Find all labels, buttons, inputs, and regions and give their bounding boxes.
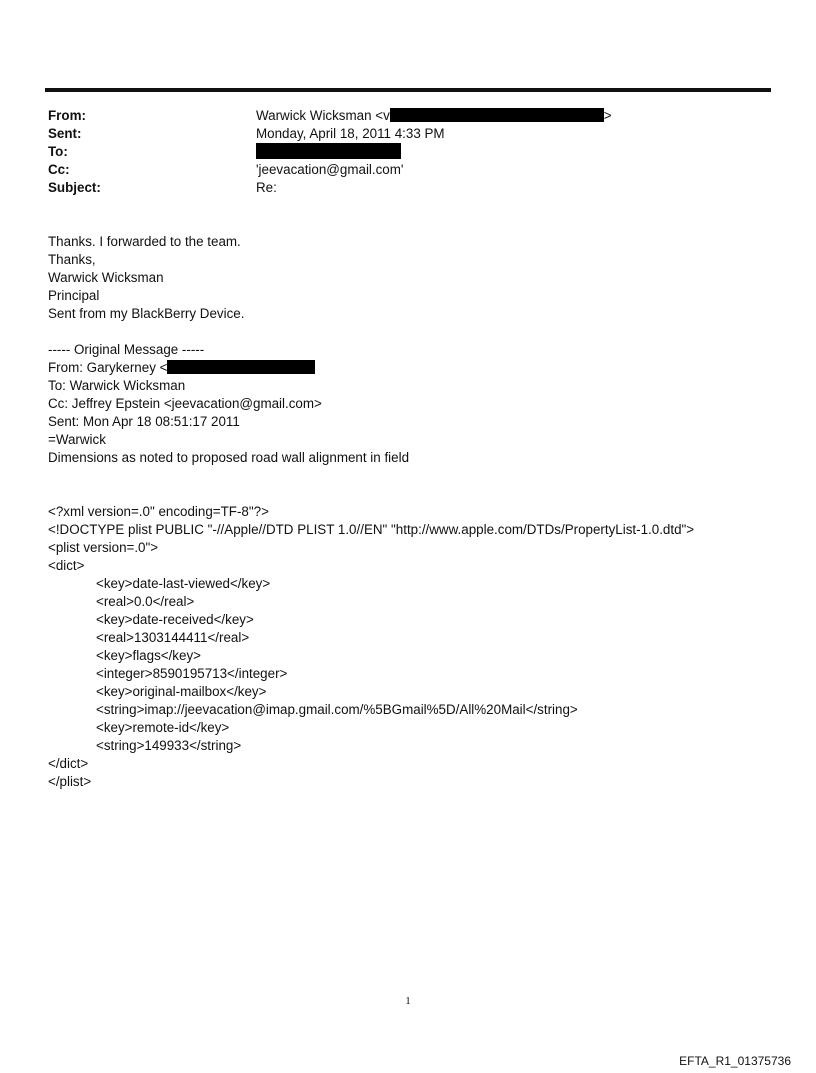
from-name: Warwick Wicksman < [256,108,384,123]
cc-value: 'jeevacation@gmail.com' [256,162,404,177]
subject-label: Subject: [48,180,101,195]
from-label: From: [48,108,86,123]
sent-value: Monday, April 18, 2011 4:33 PM [256,126,445,141]
reply-line: Principal [48,288,100,303]
plist-entry: <key>remote-id</key> [96,720,230,735]
sent-row [48,125,768,143]
cc-label: Cc: [48,162,70,177]
plist-entry: <string>149933</string> [96,738,242,753]
original-message: Dimensions as noted to proposed road wall alignment in field [48,450,410,465]
redaction-box [256,143,401,159]
original-separator: ----- Original Message ----- [48,342,205,357]
plist-entry: <string>imap://jeevacation@imap.gmail.com/%5BGmail%5D/All%20Mail</string> [96,702,578,717]
original-from-text: From: Garykerney < [48,360,168,375]
plist-entry: <real>1303144411</real> [96,630,250,645]
plist-dict-close: </dict> [48,756,89,771]
page-number: 1 [405,995,411,1007]
plist-entry: <key>flags</key> [96,648,201,663]
to-label: To: [48,144,68,159]
reply-line: Warwick Wicksman [48,270,164,285]
spacer [48,323,768,341]
sent-label: Sent: [48,126,82,141]
plist-entry: <integer>8590195713</integer> [96,666,288,681]
original-cc: Cc: Jeffrey Epstein <jeevacation@gmail.com> [48,396,322,411]
from-initial: v [383,108,390,123]
spacer [48,467,768,503]
subject-row [48,179,768,197]
plist-entry: <real>0.0</real> [96,594,195,609]
reply-line: Sent from my BlackBerry Device. [48,306,245,321]
plist-close-tag: </plist> [48,774,92,789]
from-value [256,107,612,125]
plist-entry: <key>date-last-viewed</key> [96,576,271,591]
original-greeting: =Warwick [48,432,106,447]
cc-row [48,161,768,179]
to-row [48,143,768,161]
reply-line: Thanks, [48,252,96,267]
original-from [48,359,768,377]
plist-xml-declaration: <?xml version=.0" encoding=TF-8"?> [48,504,269,519]
plist-entry: <key>date-received</key> [96,612,254,627]
plist-doctype: <!DOCTYPE plist PUBLIC "-//Apple//DTD PLIST 1.0//EN" "http://www.apple.com/DTDs/PropertyList-1.0.dtd"> [48,522,695,537]
redaction-box [167,360,315,374]
header-rule [45,88,771,92]
from-row [48,107,768,125]
plist-dict-open: <dict> [48,558,85,573]
email-body [48,233,768,791]
plist-entry: <key>original-mailbox</key> [96,684,267,699]
to-value [256,143,401,161]
from-close: > [603,108,612,123]
original-sent: Sent: Mon Apr 18 08:51:17 2011 [48,414,240,429]
subject-value: Re: [256,180,277,195]
reply-line: Thanks. I forwarded to the team. [48,234,241,249]
redaction-box [390,108,604,122]
plist-open-tag: <plist version=.0"> [48,540,159,555]
email-header [48,107,768,197]
document-id: EFTA_R1_01375736 [679,1054,791,1068]
original-to: To: Warwick Wicksman [48,378,186,393]
